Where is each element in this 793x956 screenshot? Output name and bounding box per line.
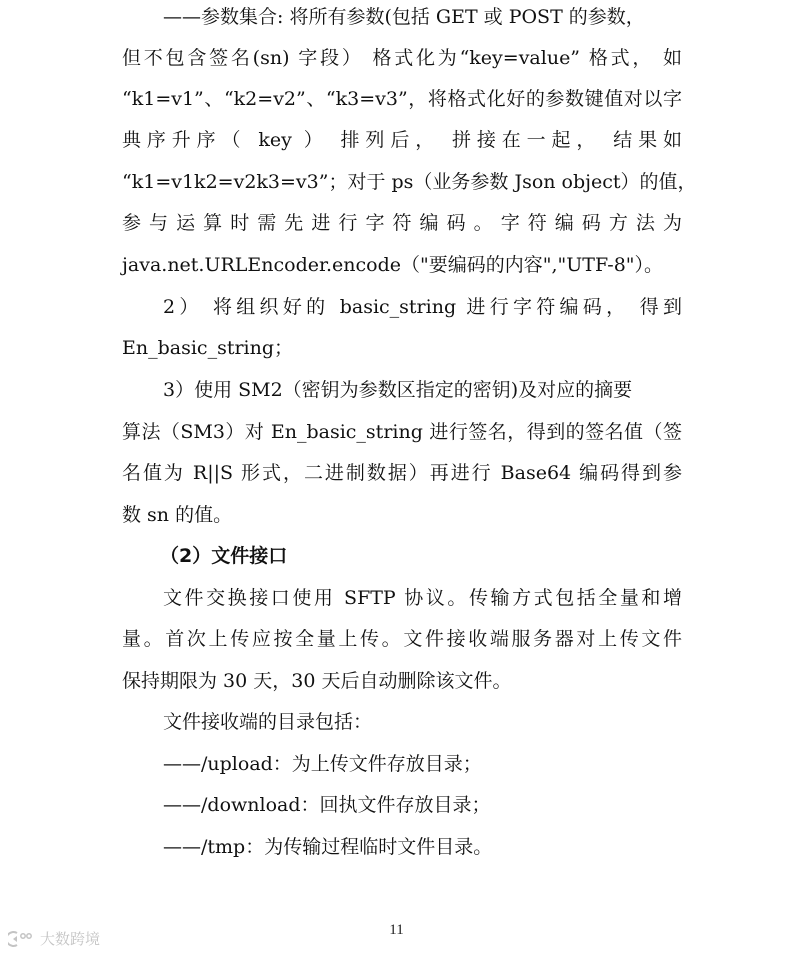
text-line: java.net.URLEncoder.encode（"要编码的内容","UTF-8"）。	[122, 254, 664, 276]
text-line: 量。首次上传应按全量上传。文件接收端服务器对上传文件	[122, 628, 682, 650]
text-line: ——/tmp：为传输过程临时文件目录。	[163, 836, 493, 858]
brand-logo-icon	[8, 930, 36, 948]
text-line: 名值为 R||S 形式，二进制数据）再进行 Base64 编码得到参	[122, 462, 682, 484]
text-line: 文件交换接口使用 SFTP 协议。传输方式包括全量和增	[163, 587, 682, 609]
text-line: 3）使用 SM2（密钥为参数区指定的密钥)及对应的摘要	[163, 379, 633, 401]
text-line: ——/download：回执文件存放目录；	[163, 794, 491, 816]
text-line: ——/upload：为上传文件存放目录；	[163, 753, 482, 775]
text-line: ——参数集合: 将所有参数(包括 GET 或 POST 的参数，	[163, 6, 645, 28]
text-line: 参与运算时需先进行字符编码。字符编码方法为	[122, 212, 682, 234]
watermark	[8, 928, 100, 949]
text-line: 2） 将组织好的 basic_string 进行字符编码， 得到	[163, 296, 682, 318]
watermark-text: 大数跨境	[40, 930, 101, 948]
text-line: 算法（SM3）对 En_basic_string 进行签名，得到的签名值（签	[122, 421, 682, 443]
text-line: 文件接收端的目录包括：	[163, 711, 373, 733]
section-heading: （2）文件接口	[160, 545, 288, 567]
text-line: 典序升序（ key ） 排列后， 拼接在一起， 结果如	[122, 129, 682, 151]
text-line: “k1=v1k2=v2k3=v3”；对于 ps（业务参数 Json object）的值，	[122, 171, 697, 193]
page-number: 11	[389, 922, 404, 938]
text-line: En_basic_string；	[122, 337, 294, 359]
text-line: 保持期限为 30 天，30 天后自动删除该文件。	[122, 670, 512, 692]
text-line: 但不包含签名(sn) 字段） 格式化为“key=value” 格式， 如	[122, 47, 682, 69]
text-line: 数 sn 的值。	[122, 504, 233, 526]
text-line: “k1=v1”、“k2=v2”、“k3=v3”，将格式化好的参数键值对以字	[122, 88, 682, 110]
